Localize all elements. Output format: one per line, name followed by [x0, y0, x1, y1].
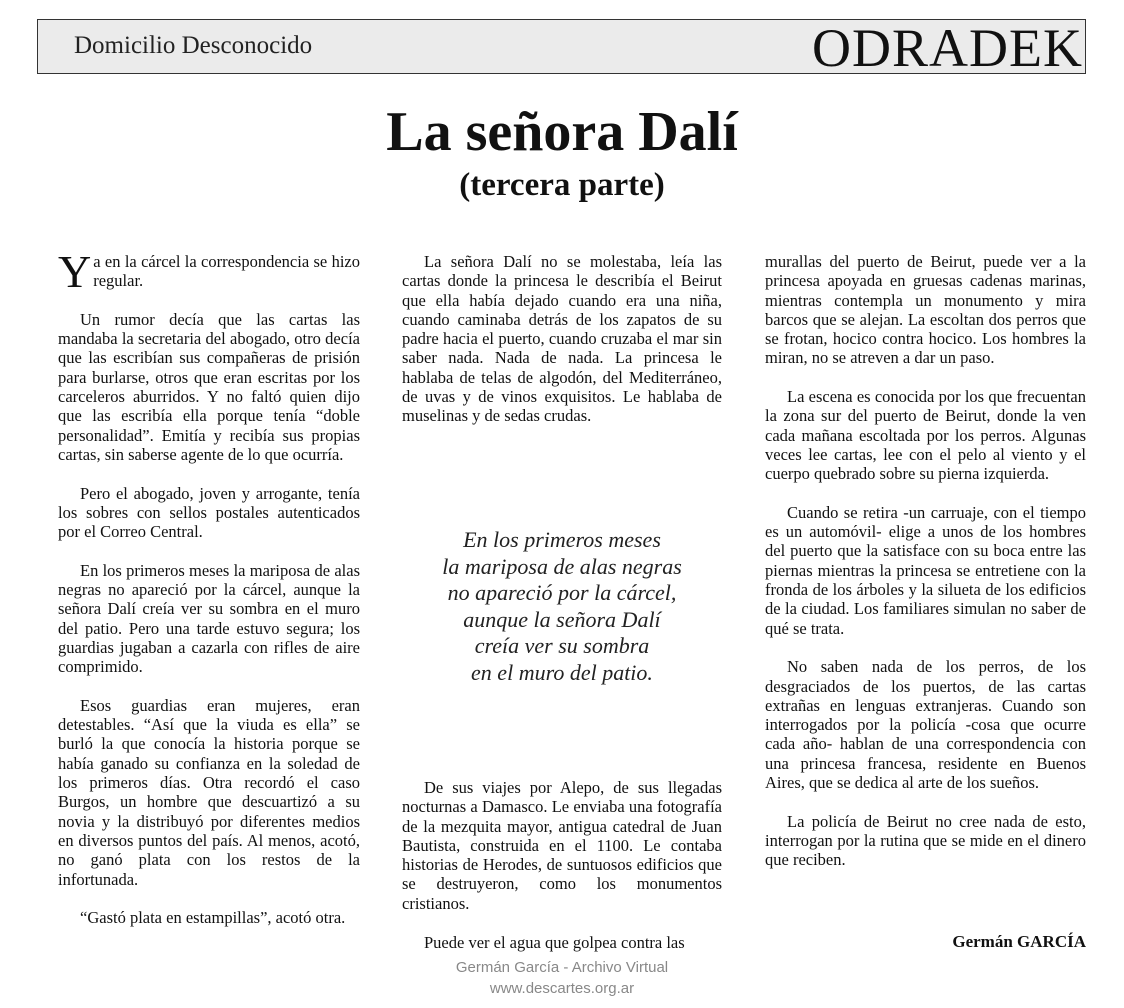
- pull-quote-line: En los primeros meses: [463, 527, 661, 552]
- column-2-top: [402, 252, 722, 426]
- brand-logo: ODRADEK: [812, 18, 1083, 78]
- paragraph: Un rumor decía que las cartas las mandaba la secretaria del abogado, otro decía que las escribían sus compañeras de prisión para burlarse, otros que eran escritas por los carceleros aburridos. Y no faltó quien dijo que las escribía ella porque tenía “doble personalidad”. Emitía y recibía sus propias cartas, sin saberse agente de lo que ocurría.: [58, 309, 360, 464]
- author-signature: Germán GARCÍA: [952, 932, 1086, 951]
- paragraph: La policía de Beirut no cree nada de esto, interrogan por la rutina que se mide en el dinero que reciben.: [765, 811, 1086, 870]
- pull-quote-line: no apareció por la cárcel,: [447, 580, 677, 605]
- paragraph: La señora Dalí no se molestaba, leía las cartas donde la princesa le describía el Beirut que ella había dejado cuando era una niña, cuando caminaba detrás de los zapatos de su padre hacia el puerto, cuando cruzaba el mar sin saber nada. Nada de nada. La princesa le hablaba de telas de algodón, del Mediterráneo, de uvas y de vinos exquisitos. Le hablaba de muselinas y de sedas crudas.: [402, 252, 722, 426]
- paragraph: “Gastó plata en estampillas”, acotó otra.: [80, 908, 346, 928]
- archive-credit: Germán García - Archivo Virtual: [455, 959, 669, 976]
- drop-cap: Y: [58, 246, 92, 297]
- pull-quote-line: la mariposa de alas negras: [442, 553, 682, 579]
- paragraph-text: a en la cárcel la correspondencia se hizo regular.: [93, 252, 360, 291]
- column-1: [58, 246, 360, 928]
- column-2-bottom: [402, 778, 722, 913]
- pull-quote-line: creía ver su sombra: [474, 633, 650, 658]
- paragraph: La escena es conocida por los que frecuentan la zona sur del puerto de Beirut, donde la ven cada mañana escoltada por los perros. Algunas veces lee cartas, lee con el pelo al viento y el cuerpo quebrado sobre su pierna izquierda.: [765, 387, 1086, 484]
- paragraph: Pero el abogado, joven y arrogante, tenía los sobres con sellos postales autenticados por el Correo Central.: [58, 483, 360, 542]
- article-subtitle: (tercera parte): [459, 167, 665, 203]
- pull-quote-line: en el muro del patio.: [471, 659, 653, 685]
- section-name: Domicilio Desconocido: [74, 32, 313, 59]
- paragraph: No saben nada de los perros, de los desgraciados de los puertos, de las cartas extrañas en lenguas extranjeras. Cuando son interrogados por la policía -cosa que ocurre cada año- hablan de una correspondencia con una princesa francesa, residente en Buenos Aires, que se dedica al arte de los sueños.: [765, 657, 1086, 793]
- column-2-last-line: [402, 933, 722, 952]
- article-title: La señora Dalí: [386, 101, 738, 163]
- header-bar: [37, 18, 1086, 78]
- paragraph: Esos guardias eran mujeres, eran detestables. “Así que la viuda es ella” se burló la que conocía la historia porque se había ganado su confianza en la soledad de los primeros días. Otra recordó el caso Burgos, un hombre que descuartizó a su novia y la distribuyó por diferentes medios en diversos puntos del país. Al menos, acotó, no ganó plata con los restos de la infortunada.: [58, 695, 360, 889]
- paragraph: murallas del puerto de Beirut, puede ver a la princesa apoyada en gruesas cadenas marinas, mientras contempla un monumento y mira barcos que se alejan. La escoltan dos perros que se frotan, hocico contra hocico. Los hombres la miran, no se atreven a dar un paso.: [765, 252, 1086, 368]
- paragraph: Puede ver el agua que golpea contra las: [424, 933, 685, 952]
- pull-quote: [402, 527, 722, 686]
- column-3: [765, 252, 1086, 870]
- paragraph: De sus viajes por Alepo, de sus llegadas nocturnas a Damasco. Le enviaba una fotografía de la mezquita mayor, antigua catedral de Juan Bautista, construida en el 1100. Le contaba historias de Herodes, de suntuosos edificios que se destruyeron, como los monumentos cristianos.: [402, 778, 722, 913]
- paragraph: Cuando se retira -un carruaje, con el tiempo es un automóvil- elige a unos de los hombres del puerto que la satisface con su boca entre las piernas mientras la princesa se entretiene con la fronda de los árboles y la silueta de los edificios de la ciudad. Los familiares simulan no saber de qué se trata.: [765, 502, 1086, 638]
- paragraph: En los primeros meses la mariposa de alas negras no apareció por la cárcel, aunque la señora Dalí creía ver su sombra en el muro del patio. Pero una tarde estuvo segura; los guardias jugaban a cazarla con rifles de aire comprimido.: [58, 560, 360, 677]
- pull-quote-line: aunque la señora Dalí: [463, 606, 661, 632]
- paragraph: [58, 246, 360, 297]
- archive-url: www.descartes.org.ar: [489, 980, 635, 997]
